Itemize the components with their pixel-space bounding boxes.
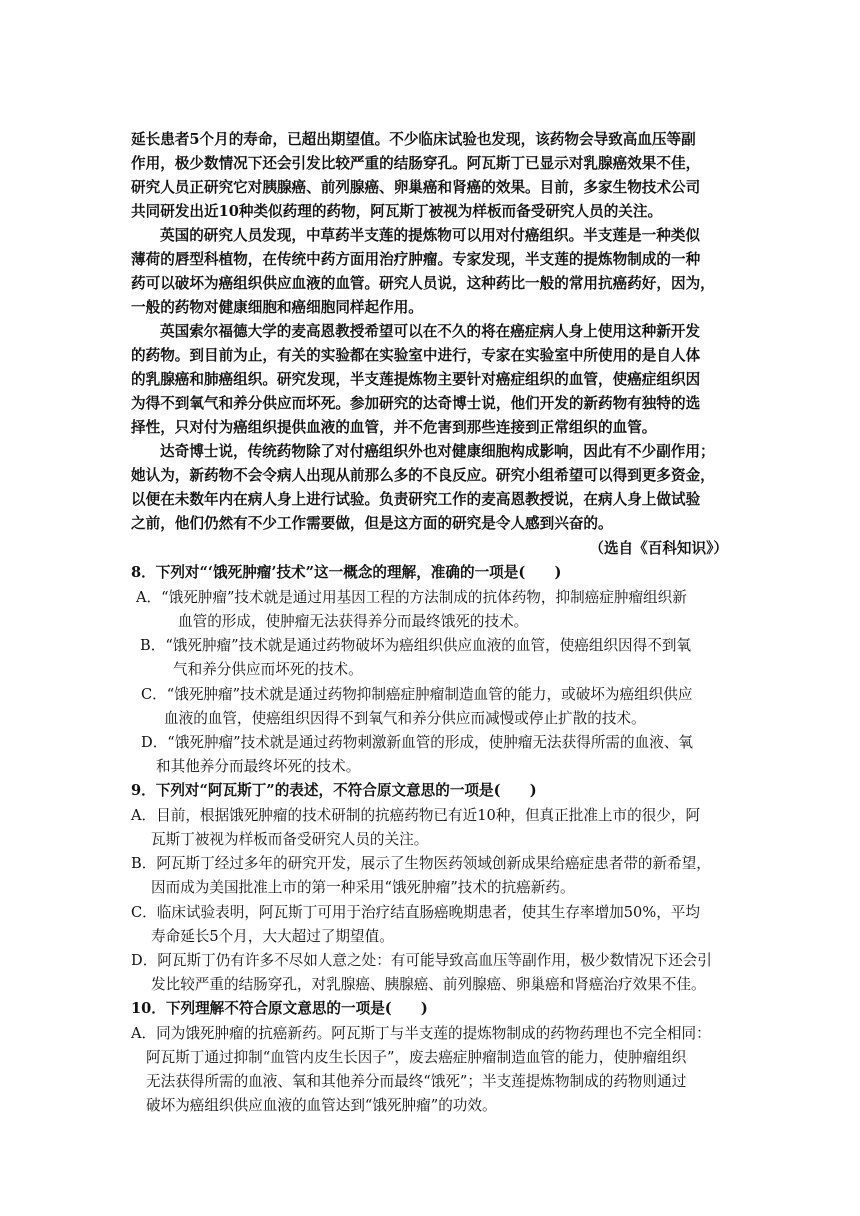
question-10-option-a-cont: 无法获得所需的血液、氧和其他养分而最终“饿死”；半支莲提炼物制成的药物则通过	[146, 1073, 687, 1090]
passage-line: 的乳腺癌和肺癌组织。研究发现，半支莲提炼物主要针对癌症组织的血管，使癌症组织因	[131, 371, 701, 388]
passage-line: 英国的研究人员发现，中草药半支莲的提炼物可以用对付癌组织。半支莲是一种类似	[160, 227, 700, 244]
question-9-option-a: A．目前，根据饿死肿瘤的技术研制的抗癌药物已有近10种，但真正批准上市的很少，阿	[131, 807, 701, 824]
question-10-option-a-cont: 破坏为癌组织供应血液的血管达到“饿死肿瘤”的功效。	[146, 1097, 497, 1114]
passage-source: （选自《百科知识》）	[589, 540, 728, 557]
passage-line: 英国索尔福德大学的麦高恩教授希望可以在不久的将在癌症病人身上使用这种新开发	[160, 323, 700, 340]
passage-line: 作用，极少数情况下还会引发比较严重的结肠穿孔。阿瓦斯丁已显示对乳腺癌效果不佳，	[131, 155, 701, 172]
question-8-option-d: D．“饿死肿瘤”技术就是通过药物刺激新血管的形成，使肿瘤无法获得所需的血液、氧	[141, 734, 694, 751]
passage-line: 她认为，新药物不会令病人出现从前那么多的不良反应。研究小组希望可以得到更多资金，	[131, 467, 715, 484]
question-9-option-c: C．临床试验表明，阿瓦斯丁可用于治疗结直肠癌晚期患者，使其生存率增加50%，平均	[131, 904, 700, 921]
question-8-option-b: B．“饿死肿瘤”技术就是通过药物破坏为癌组织供应血液的血管，使癌组织因得不到氧	[140, 637, 692, 654]
question-9-option-c-cont: 寿命延长5个月，大大超过了期望值。	[151, 928, 394, 945]
question-9-option-d-cont: 发比较严重的结肠穿孔，对乳腺癌、胰腺癌、前列腺癌、卵巢癌和肾癌治疗效果不佳。	[151, 976, 706, 993]
question-9-option-d: D．阿瓦斯丁仍有许多不尽如人意之处：有可能导致高血压等副作用，极少数情况下还会引	[131, 952, 712, 969]
passage-line: 达奇博士说，传统药物除了对付癌组织外也对健康细胞构成影响，因此有不少副作用；	[160, 443, 715, 460]
question-10-stem: 10．下列理解不符合原文意思的一项是( )	[131, 1000, 428, 1017]
question-9-stem: 9．下列对“阿瓦斯丁”的表述，不符合原文意思的一项是( )	[131, 782, 537, 799]
passage-line: 择性，只对付为癌组织提供血液的血管，并不危害到那些连接到正常组织的血管。	[131, 419, 657, 436]
passage-line: 的药物。到目前为止，有关的实验都在实验室中进行，专家在实验室中所使用的是自人体	[131, 347, 701, 364]
passage-line: 延长患者5个月的寿命，已超出期望值。不少临床试验也发现，该药物会导致高血压等副	[131, 131, 696, 148]
question-10-option-a: A．同为饿死肿瘤的抗癌新药。阿瓦斯丁与半支莲的提炼物制成的药物药理也不完全相同：	[131, 1025, 711, 1042]
question-8-stem: 8．下列对“‘饿死肿瘤’技术”这一概念的理解，准确的一项是( )	[131, 564, 562, 581]
passage-line: 为得不到氧气和养分供应而坏死。参加研究的达奇博士说，他们开发的新药物有独特的选	[131, 395, 701, 412]
question-10-option-a-cont: 阿瓦斯丁通过抑制“血管内皮生长因子”，废去癌症肿瘤制造血管的能力，使肿瘤组织	[146, 1049, 687, 1066]
question-9-option-a-cont: 瓦斯丁被视为样板而备受研究人员的关注。	[151, 831, 429, 848]
question-8-option-a: A．“饿死肿瘤”技术就是通过用基因工程的方法制成的抗体药物，抑制癌症肿瘤组织新	[136, 589, 687, 606]
passage-line: 研究人员正研究它对胰腺癌、前列腺癌、卵巢癌和肾癌的效果。目前，多家生物技术公司	[131, 179, 701, 196]
passage-line: 以便在未数年内在病人身上进行试验。负责研究工作的麦高恩教授说，在病人身上做试验	[131, 491, 701, 508]
question-8-option-a-cont: 血管的形成，使肿瘤无法获得养分而最终饿死的技术。	[178, 613, 529, 630]
question-8-option-d-cont: 和其他养分而最终坏死的技术。	[156, 758, 361, 775]
passage-line: 一般的药物对健康细胞和癌细胞同样起作用。	[131, 299, 423, 316]
passage-line: 共同研发出近10种类似药理的药物，阿瓦斯丁被视为样板而备受研究人员的关注。	[131, 203, 663, 220]
question-9-option-b: B．阿瓦斯丁经过多年的研究开发，展示了生物医药领域创新成果给癌症患者带的新希望，	[131, 855, 711, 872]
passage-line: 之前，他们仍然有不少工作需要做，但是这方面的研究是令人感到兴奋的。	[131, 515, 613, 532]
question-8-option-b-cont: 气和养分供应而坏死的技术。	[173, 661, 363, 678]
question-8-option-c: C．“饿死肿瘤”技术就是通过药物抑制癌症肿瘤制造血管的能力，或破坏为癌组织供应	[141, 686, 693, 703]
question-9-option-b-cont: 因而成为美国批准上市的第一种采用“饿死肿瘤”技术的抗癌新药。	[151, 879, 575, 896]
passage-line: 薄荷的唇型科植物，在传统中药方面用治疗肿瘤。专家发现，半支莲的提炼物制成的一种	[131, 251, 701, 268]
passage-line: 药可以破坏为癌组织供应血液的血管。研究人员说，这种药比一般的常用抗癌药好，因为，	[131, 275, 715, 292]
question-8-option-c-cont: 血液的血管，使癌组织因得不到氧气和养分供应而减慢或停止扩散的技术。	[164, 710, 646, 727]
